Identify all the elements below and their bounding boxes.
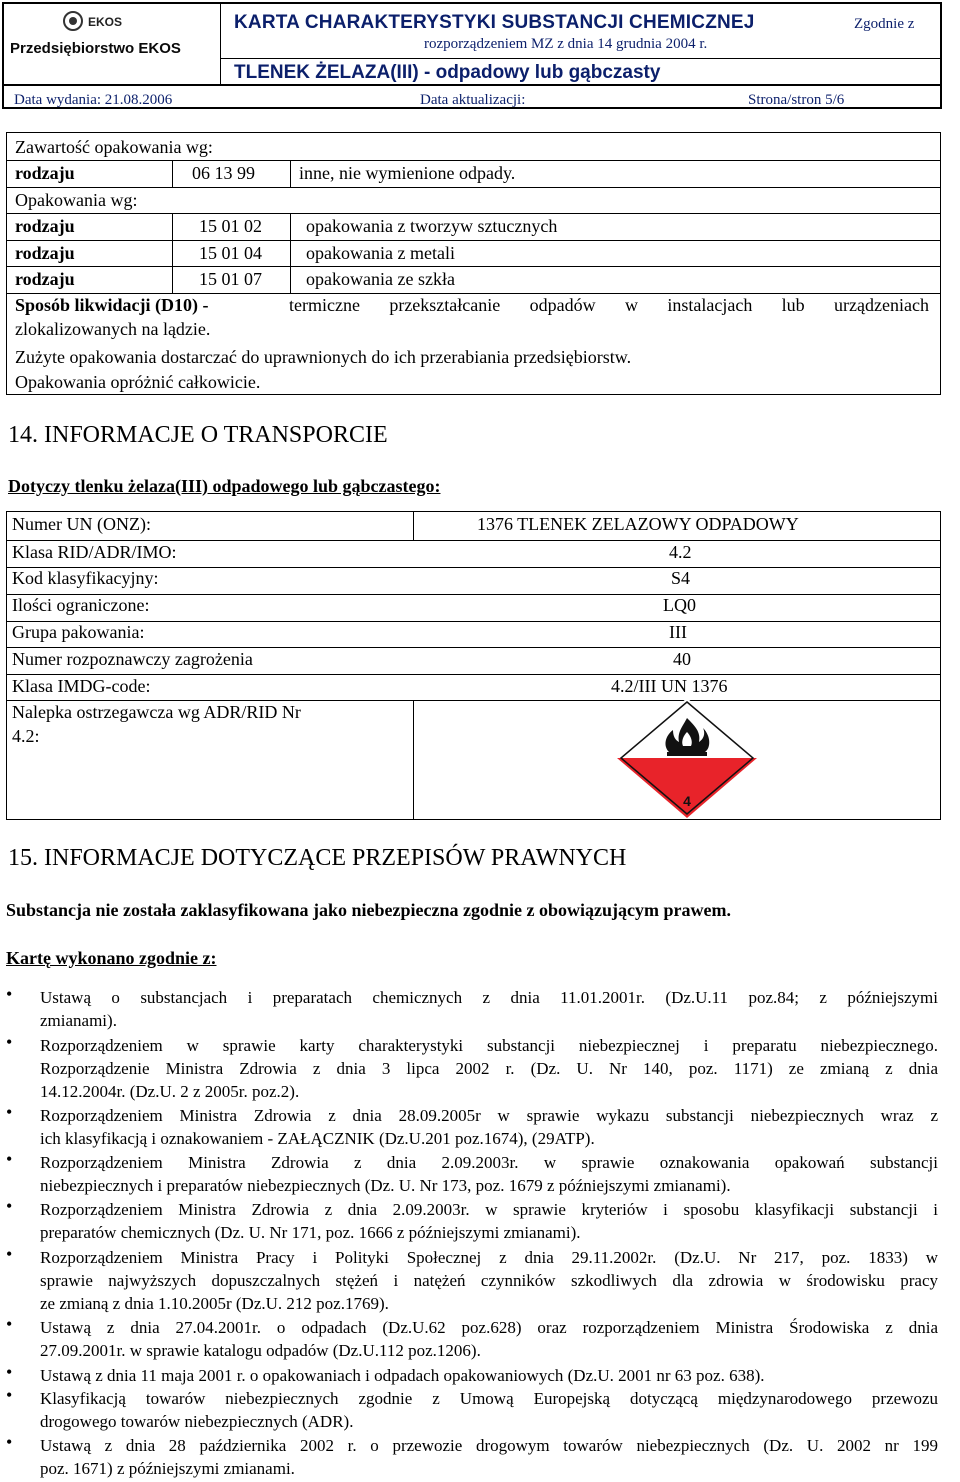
regulation-item-line: Rozporządzeniem Ministra Zdrowia z dnia 2.09.2003r. w sprawie oznakowania opakowań substancji [40,1153,938,1172]
regulation-item-line: Rozporządzeniem Ministra Zdrowia z dnia 2.09.2003r. w sprawie kryteriów i sposobu klasyfikacji substancji i [40,1200,938,1219]
regulation-reference: rozporządzeniem MZ z dnia 14 grudnia 2004 r. [424,36,708,52]
regulation-item-line: Rozporządzeniem w sprawie karty charakterystyki substancji niebezpiecznej i preparatu niebezpiecznego. [40,1036,938,1055]
transport-label: Grupa pakowania: [12,622,145,642]
disposal-text-line1: termiczne przekształcanie odpadów w instalacjach lub urządzeniach [289,295,929,315]
regulation-item-line: drogowego towarów niebezpiecznych (ADR). [40,1412,354,1431]
packaging-row-label: rodzaju [15,216,75,236]
regulation-item-line: poz. 1671) z późniejszymi zmianami. [40,1459,295,1478]
section-14-heading: 14. INFORMACJE O TRANSPORCIE [8,422,388,448]
regulation-item-line: 27.09.2001r. w sprawie katalogu odpadów (Dz.U.112 poz.1206). [40,1341,481,1360]
packaging-row-label: rodzaju [15,269,75,289]
packaging-row-code: 15 01 07 [199,269,262,289]
bullet-icon: • [6,1032,13,1052]
regulation-item-line: 14.12.2004r. (Dz.U. 2 z 2005r. poz.2). [40,1082,300,1101]
regulation-item-line: ze zmianą z dnia 1.10.2005r (Dz.U. 212 poz.1769). [40,1294,389,1313]
title-suffix: Zgodnie z [854,16,915,32]
transport-value: 4.2 [669,542,692,562]
transport-label: Numer rozpoznawczy zagrożenia [12,649,253,669]
hazard-placard-4-2-icon [615,696,759,820]
classification-statement: Substancja nie została zaklasyfikowana jako niebezpieczna zgodnie z obowiązującym prawem. [6,900,731,920]
update-date: Data aktualizacji: [420,92,526,108]
regulation-item-line: Ustawą z dnia 28 października 2002 r. o przewozie drogowym towarów niebezpiecznych (Dz. U. 2002 nr 199 [40,1436,938,1455]
section-15-heading: 15. INFORMACJE DOTYCZĄCE PRZEPISÓW PRAWNYCH [8,845,627,871]
bullet-icon: • [6,984,13,1004]
bullet-icon: • [6,1385,13,1405]
regulation-item-line: niebezpiecznych i preparatów niebezpiecznych (Dz. U. Nr 173, poz. 1679 z późniejszymi zmianami). [40,1176,731,1195]
transport-table [6,511,941,820]
transport-value: 40 [673,649,691,669]
logo-text: EKOS [88,15,123,29]
ekos-logo [62,8,142,34]
packaging-row-desc: opakowania z metali [306,243,455,263]
placard-red-half [615,758,759,820]
transport-label: Numer UN (ONZ): [12,514,151,534]
packaging-row-code: 15 01 02 [199,216,262,236]
bullet-icon: • [6,1432,13,1452]
transport-value: LQ0 [663,595,696,615]
content-row-desc: inne, nie wymienione odpady. [299,163,516,183]
packaging-note-1: Zużyte opakowania dostarczać do uprawnionych do ich przerabiania przedsiębiorstw. [15,347,632,367]
regulation-item-line: Rozporządzenie Ministra Zdrowia z dnia 3 lipca 2002 r. (Dz. U. Nr 140, poz. 1171) ze zmianą z dnia [40,1059,938,1078]
regulation-item-line: Rozporządzeniem Ministra Zdrowia z dnia 28.09.2005r w sprawie wykazu substancji niebezpiecznych wraz z [40,1106,938,1125]
packaging-row-desc: opakowania ze szkła [306,269,455,289]
product-name: TLENEK ŻELAZA(III) - odpadowy lub gąbczasty [234,62,661,83]
document-title: KARTA CHARAKTERYSTYKI SUBSTANCJI CHEMICZNEJ [234,12,755,33]
transport-value: 4.2/III UN 1376 [611,676,728,696]
transport-value: S4 [671,568,691,588]
regulation-item-line: ich klasyfikacją i oznakowaniem - ZAŁĄCZNIK (Dz.U.201 poz.1674), (29ATP). [40,1129,595,1148]
company-name: Przedsiębiorstwo EKOS [10,40,181,57]
document-header [2,2,942,109]
content-row-label: rodzaju [15,163,75,183]
regulation-item-line: Klasyfikacją towarów niebezpiecznych zgodnie z Umową Europejską dotyczącą międzynarodowego przewozu [40,1389,938,1408]
disposal-label: Sposób likwidacji (D10) - [15,295,209,315]
transport-subheading: Dotyczy tlenku żelaza(III) odpadowego lub gąbczastego: [8,476,441,496]
made-per-heading: Kartę wykonano zgodnie z: [6,948,217,968]
bullet-icon: • [6,1314,13,1334]
packaging-title: Opakowania wg: [15,190,138,210]
issue-date: Data wydania: 21.08.2006 [14,92,173,108]
regulation-item-line: sprawie najwyższych dopuszczalnych stężeń i natężeń czynników szkodliwych dla zdrowia w środowisku pracy [40,1271,938,1290]
placard-label-line1: Nalepka ostrzegawcza wg ADR/RID Nr [12,702,301,722]
bullet-icon: • [6,1244,13,1264]
regulation-item-line: Ustawą z dnia 11 maja 2001 r. o opakowaniach i odpadach opakowaniowych (Dz.U. 2001 nr 63 poz. 638). [40,1366,765,1385]
content-title: Zawartość opakowania wg: [15,137,213,157]
transport-label: Ilości ograniczone: [12,595,150,615]
bullet-icon: • [6,1362,13,1382]
packaging-row-label: rodzaju [15,243,75,263]
page-number: Strona/stron 5/6 [748,92,845,108]
placard-label-line2: 4.2: [12,726,40,746]
transport-value: 1376 TLENEK ZELAZOWY ODPADOWY [477,514,799,534]
regulation-item-line: preparatów chemicznych (Dz. U. Nr 171, poz. 1666 z późniejszymi zmianami). [40,1223,581,1242]
packaging-note-2: Opakowania opróżnić całkowicie. [15,372,261,392]
content-row-code: 06 13 99 [192,163,255,183]
bullet-icon: • [6,1102,13,1122]
regulation-item-line: Ustawą z dnia 27.04.2001r. o odpadach (Dz.U.62 poz.628) oraz rozporządzeniem Ministra Środowiska z dnia [40,1318,938,1337]
regulation-item-line: zmianami). [40,1011,117,1030]
transport-label: Klasa RID/ADR/IMO: [12,542,177,562]
packaging-row-code: 15 01 04 [199,243,262,263]
transport-value: III [669,622,687,642]
placard-number: 4 [683,793,691,809]
waste-packaging-box [6,132,941,395]
bullet-icon: • [6,1149,13,1169]
bullet-icon: • [6,1196,13,1216]
transport-label: Klasa IMDG-code: [12,676,151,696]
regulation-item-line: Rozporządzeniem Ministra Pracy i Polityki Społecznej z dnia 29.11.2002r. (Dz.U. Nr 217, poz. 1833) w [40,1248,938,1267]
disposal-text-line2: zlokalizowanych na lądzie. [15,319,211,339]
regulation-item-line: Ustawą o substancjach i preparatach chemicznych z dnia 11.01.2001r. (Dz.U.11 poz.84; z późniejszymi [40,988,938,1007]
packaging-row-desc: opakowania z tworzyw sztucznych [306,216,558,236]
transport-label: Kod klasyfikacyjny: [12,568,159,588]
